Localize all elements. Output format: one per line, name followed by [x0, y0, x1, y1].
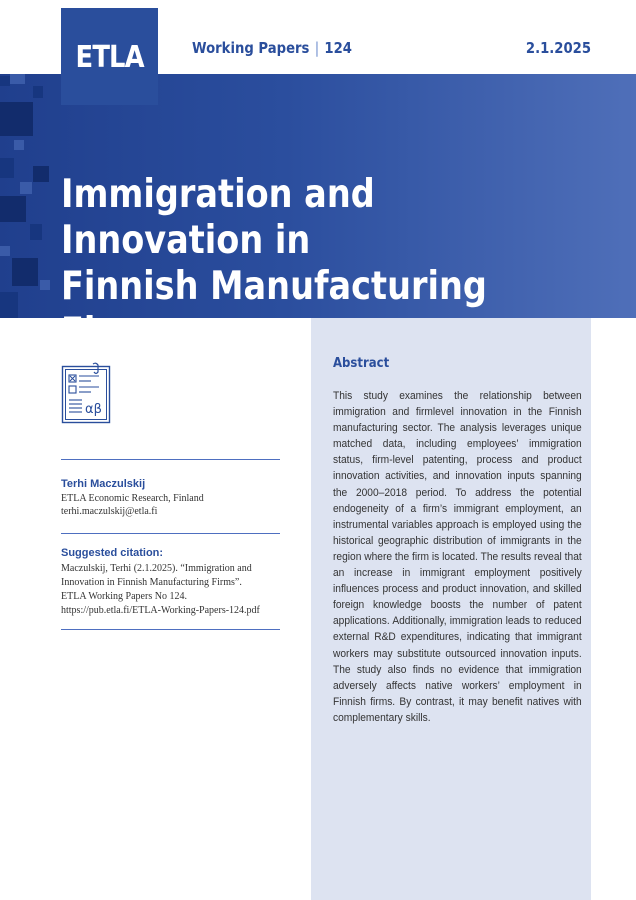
divider	[61, 459, 280, 460]
citation-line: Maczulskij, Terhi (2.1.2025). “Immigration and	[61, 563, 252, 574]
banner-pixel	[33, 86, 43, 98]
citation-line: ETLA Working Papers No 124.	[61, 591, 187, 602]
document-checklist-icon	[61, 362, 111, 424]
banner-pixel	[33, 166, 49, 182]
author-affiliation: ETLA Economic Research, Finland	[61, 493, 204, 504]
series-number: 124	[324, 39, 352, 57]
banner-pixel	[30, 224, 42, 240]
etla-logo	[61, 8, 158, 105]
series-name: Working Papers	[192, 39, 310, 57]
banner-pixel	[10, 74, 25, 84]
banner-pixel	[0, 246, 10, 256]
banner-pixel	[0, 158, 14, 178]
logo-text: ETLA	[75, 40, 144, 75]
banner-pixel	[12, 258, 38, 286]
abstract-panel	[311, 318, 591, 900]
banner-pixel	[0, 196, 26, 222]
icon-glyph-text: αβ	[85, 402, 102, 417]
series-label	[192, 39, 352, 57]
publication-date: 2.1.2025	[525, 39, 591, 57]
citation-text	[61, 562, 286, 618]
banner-pixel	[14, 140, 24, 150]
banner-pixel	[20, 182, 32, 194]
banner-pixel	[0, 292, 18, 318]
citation-heading: Suggested citation:	[61, 547, 164, 559]
abstract-text: This study examines the relationship between immigration and firmlevel innovation in the Finnish manufacturing sector. The analysis leverages unique matched data, including employees’ immigration status, firm-level patenting, process and product innovation activities, and innovation inputs spanning the 2000–2018 period. To address the potential endogeneity of a firm’s immigrant employment, an instrumental variables approach is employed using the historical geographic distribution of immigrants in the region where the firm is located. The results reveal that an increase in immigrant employment positively influences process and product innovation, and skilled foreign knowledge boosts the number of patent applications. Additionally, immigration leads to reduced external R&D expenditures, indicating that immigrant workers may substitute outsourced innovation inputs. The study also finds no evidence that immigration adversely affects native workers’ employment in Finnish firms. By contrast, it may benefit natives with complementary skills.	[333, 390, 582, 724]
citation-link[interactable]: https://pub.etla.fi/ETLA-Working-Papers-124.pdf	[61, 605, 260, 616]
divider	[61, 533, 280, 534]
series-separator: |	[314, 39, 320, 57]
citation-line: Innovation in Finnish Manufacturing Firms”.	[61, 577, 242, 588]
abstract-heading: Abstract	[333, 356, 390, 371]
banner-pixel	[0, 102, 33, 136]
author-email: terhi.maczulskij@etla.fi	[61, 506, 158, 517]
author-name: Terhi Maczulskij	[61, 478, 146, 490]
title-line: Finnish Manufacturing Firms	[61, 264, 487, 355]
paper-title	[61, 172, 543, 356]
banner-pixel	[40, 280, 50, 290]
banner-pixel	[0, 76, 10, 86]
divider	[61, 629, 280, 630]
title-line: Immigration and Innovation in	[61, 172, 375, 263]
